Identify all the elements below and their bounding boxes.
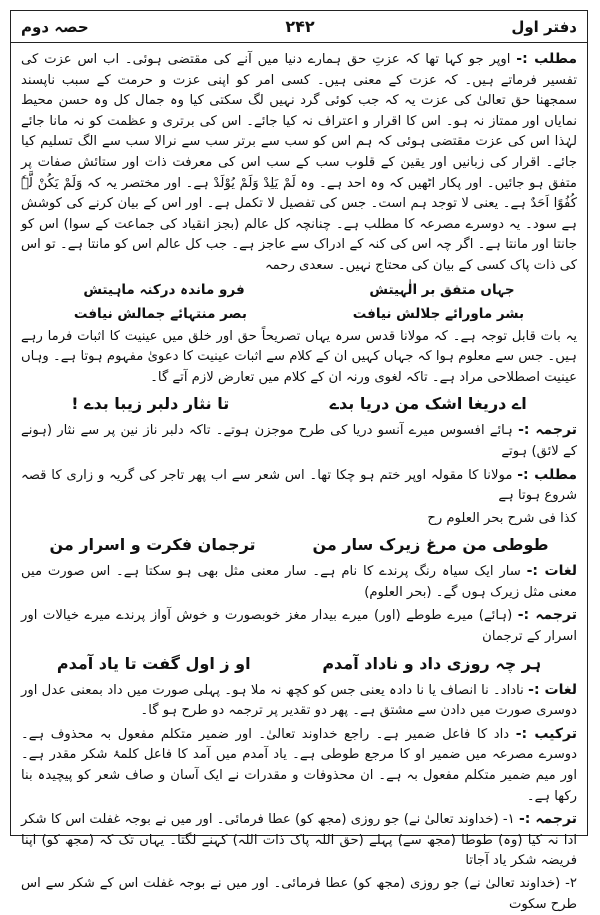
translation-paragraph (21, 874, 577, 915)
section-label: لغات :- (526, 563, 577, 580)
commentary-paragraph (21, 465, 577, 507)
reference-line (21, 509, 577, 530)
commentary-paragraph (21, 327, 577, 389)
verse-couplet (21, 279, 577, 301)
paragraph-text: یہ بات قابل توجہ ہے۔ کہ مولانا قدس سرہ یہاں تصریحاً حق اور خلق میں عینیت کا اثبات فرما رہے ہیں۔ جس سے معلوم ہوا کہ جہاں کہیں ان کے کلام سے اثبات عینیت کا دعویٰ مفہوم ہوتا ہے۔ وہاں عینیت اصطلاحی مراد ہے۔ تاکہ لغوی ورنہ ان کے کلام میں تعارض لازم آتے گا۔ (21, 328, 577, 385)
paragraph-text: مولانا کا مقولہ اوپر ختم ہو چکا تھا۔ اس شعر سے اب پھر تاجر کی گریہ و زاری کا قصہ شروع ہوتا ہے (21, 467, 577, 504)
header-part-title: حصہ دوم (21, 17, 89, 36)
verse-hemistich: اے دریغا اشک من دریا بدے (329, 394, 527, 414)
page-content (21, 49, 578, 912)
verse-couplet (21, 531, 577, 559)
verse-couplet (21, 303, 577, 325)
verse-hemistich: ترجمان فکرت و اسرار من (49, 535, 256, 555)
translation-paragraph (21, 605, 577, 647)
grammar-paragraph (21, 724, 577, 807)
translation-paragraph (21, 420, 577, 462)
paragraph-text: (ہائے) میرے طوطے (اور) میرے بیدار مغز خوبصورت و خوش آواز پرندے میرے خیالات اور اسرار کے ترجمان (21, 608, 577, 645)
section-label: ترجمہ :- (518, 422, 577, 439)
paragraph-text: ۲- (خداوند تعالیٰ نے) جو روزی (مجھ کو) عطا فرمائی۔ اور میں نے بوجہ غفلت اس کے شکر سے اس طرح سکوت (21, 876, 577, 912)
verse-hemistich: ہر چہ روزی داد و ناداد آمدم (322, 653, 542, 673)
translation-paragraph (21, 809, 577, 872)
paragraph-text: ناداد۔ نا انصاف یا نا دادہ یعنی جس کو کچھ نہ ملا ہو۔ پہلی صورت میں داد بمعنی عدل اور دوسری صورت میں دادن سے مشتق ہے۔ پھر دو تقدیر پر ترجمہ دو طرح ہو گا۔ (21, 682, 577, 719)
commentary-paragraph (21, 49, 577, 277)
verse-hemistich: بصر منتہائے جمالش نیافت (73, 305, 247, 322)
paragraph-text: ہائے افسوس میرے آنسو دریا کی طرح موجزن ہوتے۔ تاکہ دلبر ناز نین پر سے نثار (ہونے کے لائق) ہوتے (21, 423, 577, 459)
page-number: ۲۴۲ (285, 17, 315, 36)
section-label: ترجمہ :- (517, 607, 577, 624)
paragraph-text: ۱- (خداوند تعالیٰ نے) جو روزی (مجھ کو) عطا فرمائی۔ اور میں نے بوجہ غفلت اس کا شکر ادا نہ کیا (وہ) طوطا (مجھ سے) پہلے (حق اللہ پاک ذات اللہ) کہنے لگتا۔ یہاں تک کہ (مجھ کو) اپنا فریضہ شکر یاد آجاتا (21, 812, 577, 869)
book-page (10, 10, 588, 912)
section-label: ترکیب :- (515, 725, 577, 742)
section-label: مطلب :- (517, 466, 577, 483)
page-header (11, 11, 587, 43)
verse-hemistich: تا نثار دلبر زیبا بدے ! (71, 394, 230, 414)
paragraph-text: کذا فی شرح بحر العلوم رح (427, 510, 577, 526)
glossary-paragraph (21, 561, 577, 603)
verse-hemistich: جہاں متفق بر الٰہیتش (369, 281, 515, 298)
paragraph-text: سار ایک سیاہ رنگ پرندے کا نام ہے۔ سار معنی مثل بھی ہو سکتا ہے۔ اس صورت میں معنی مثل زیرک ہوں گے۔ (بحر العلوم) (21, 564, 577, 600)
section-label: لغات :- (528, 681, 577, 698)
verse-couplet (21, 390, 577, 418)
verse-hemistich: فرو ماندہ درکنہ ماہیتش (83, 281, 245, 298)
verse-hemistich: بشر ماورائے جلالش نیافت (352, 305, 525, 322)
section-label: مطلب :- (516, 51, 578, 67)
section-label: ترجمہ :- (519, 811, 577, 828)
header-volume-title: دفتر اول (511, 17, 577, 36)
verse-couplet (21, 650, 577, 678)
paragraph-text: داد کا فاعل ضمیر ہے۔ راجع خداوند تعالیٰ۔ اور ضمیر متکلم مفعول بہ محذوف ہے۔ دوسرے مصرعہ میں ضمیر او کا مرجع طوطی ہے۔ یاد آمدم میں آمد کا فاعل کلمۂ شکر مقدر ہے۔ اور میم ضمیر متکلم مفعول بہ ہے۔ ان محذوفات و مقدرات نے ایک آسان و صاف شعر کو پیچیدہ بنا رکھا ہے۔ (21, 726, 577, 804)
glossary-paragraph (21, 680, 577, 722)
paragraph-text: اوپر جو کہا تھا کہ عزتِ حق ہمارے دنیا میں آنے کی مقتضی ہوئی۔ اب اس عزت کی تفسیر فرماتے ہیں۔ کہ عزت کے معنی ہیں۔ کسی امر کو اپنی عزت و حرمت کے سبب ناپسند سمجھنا حق تعالیٰ کی عزت یہ کہ جب کوئی گرد نہیں لگ سکتی کیا وہ جمال کل وہ حسن محیط نمایاں اور ممتاز نہ ہو۔ اس کا اقرار و اعتراف نہ کیا جائے۔ اس کی برتری و عظمت کو نہ مانا جائے لہٰذا اس کی عزت مقتضی ہوئی کہ ہم اس کو سب سے برتر سب سے نرالا سب سے الگ تسلیم کیا جائے۔ اقرار کی زبانیں اور یقین کے قلوب سب کے سب اس کی معرفت ذات اور ستائش صفات پر متفق ہو جائیں۔ اور پکار اٹھیں کہ وہ احد ہے۔ وہ لَمْ یَلِدْ وَلَمْ یُوْلَدْ ہے۔ اور مختصر یہ کہ وَلَمْ یَکُنْ لَّہٗ کُفُوًا اَحَدٌ ہے۔ یعنی لا توجد ہم است۔ جس کی تفصیل لا تکمل ہے۔ اور اس کے بیان کرنے کی کوشش ہے سود۔ یہ دوسرے مصرعہ کا مطلب ہے۔ چنانچہ کل عالم (بجز انقیاد کی جماعت کے سوا) اس کو جانتا اور مانتا ہے۔ اگر چہ اس کی کنہ کے ادراک سے عاجز ہے۔ جب کل عالم اس کو مانتا ہے۔ تو اس کی ذات پاک کسی کے بیان کی محتاج نہیں۔ سعدی رحمہ (21, 52, 577, 273)
verse-hemistich: طوطی من مرغ زیرک سار من (312, 535, 549, 555)
verse-hemistich: او ز اول گفت تا یاد آمدم (56, 653, 251, 673)
